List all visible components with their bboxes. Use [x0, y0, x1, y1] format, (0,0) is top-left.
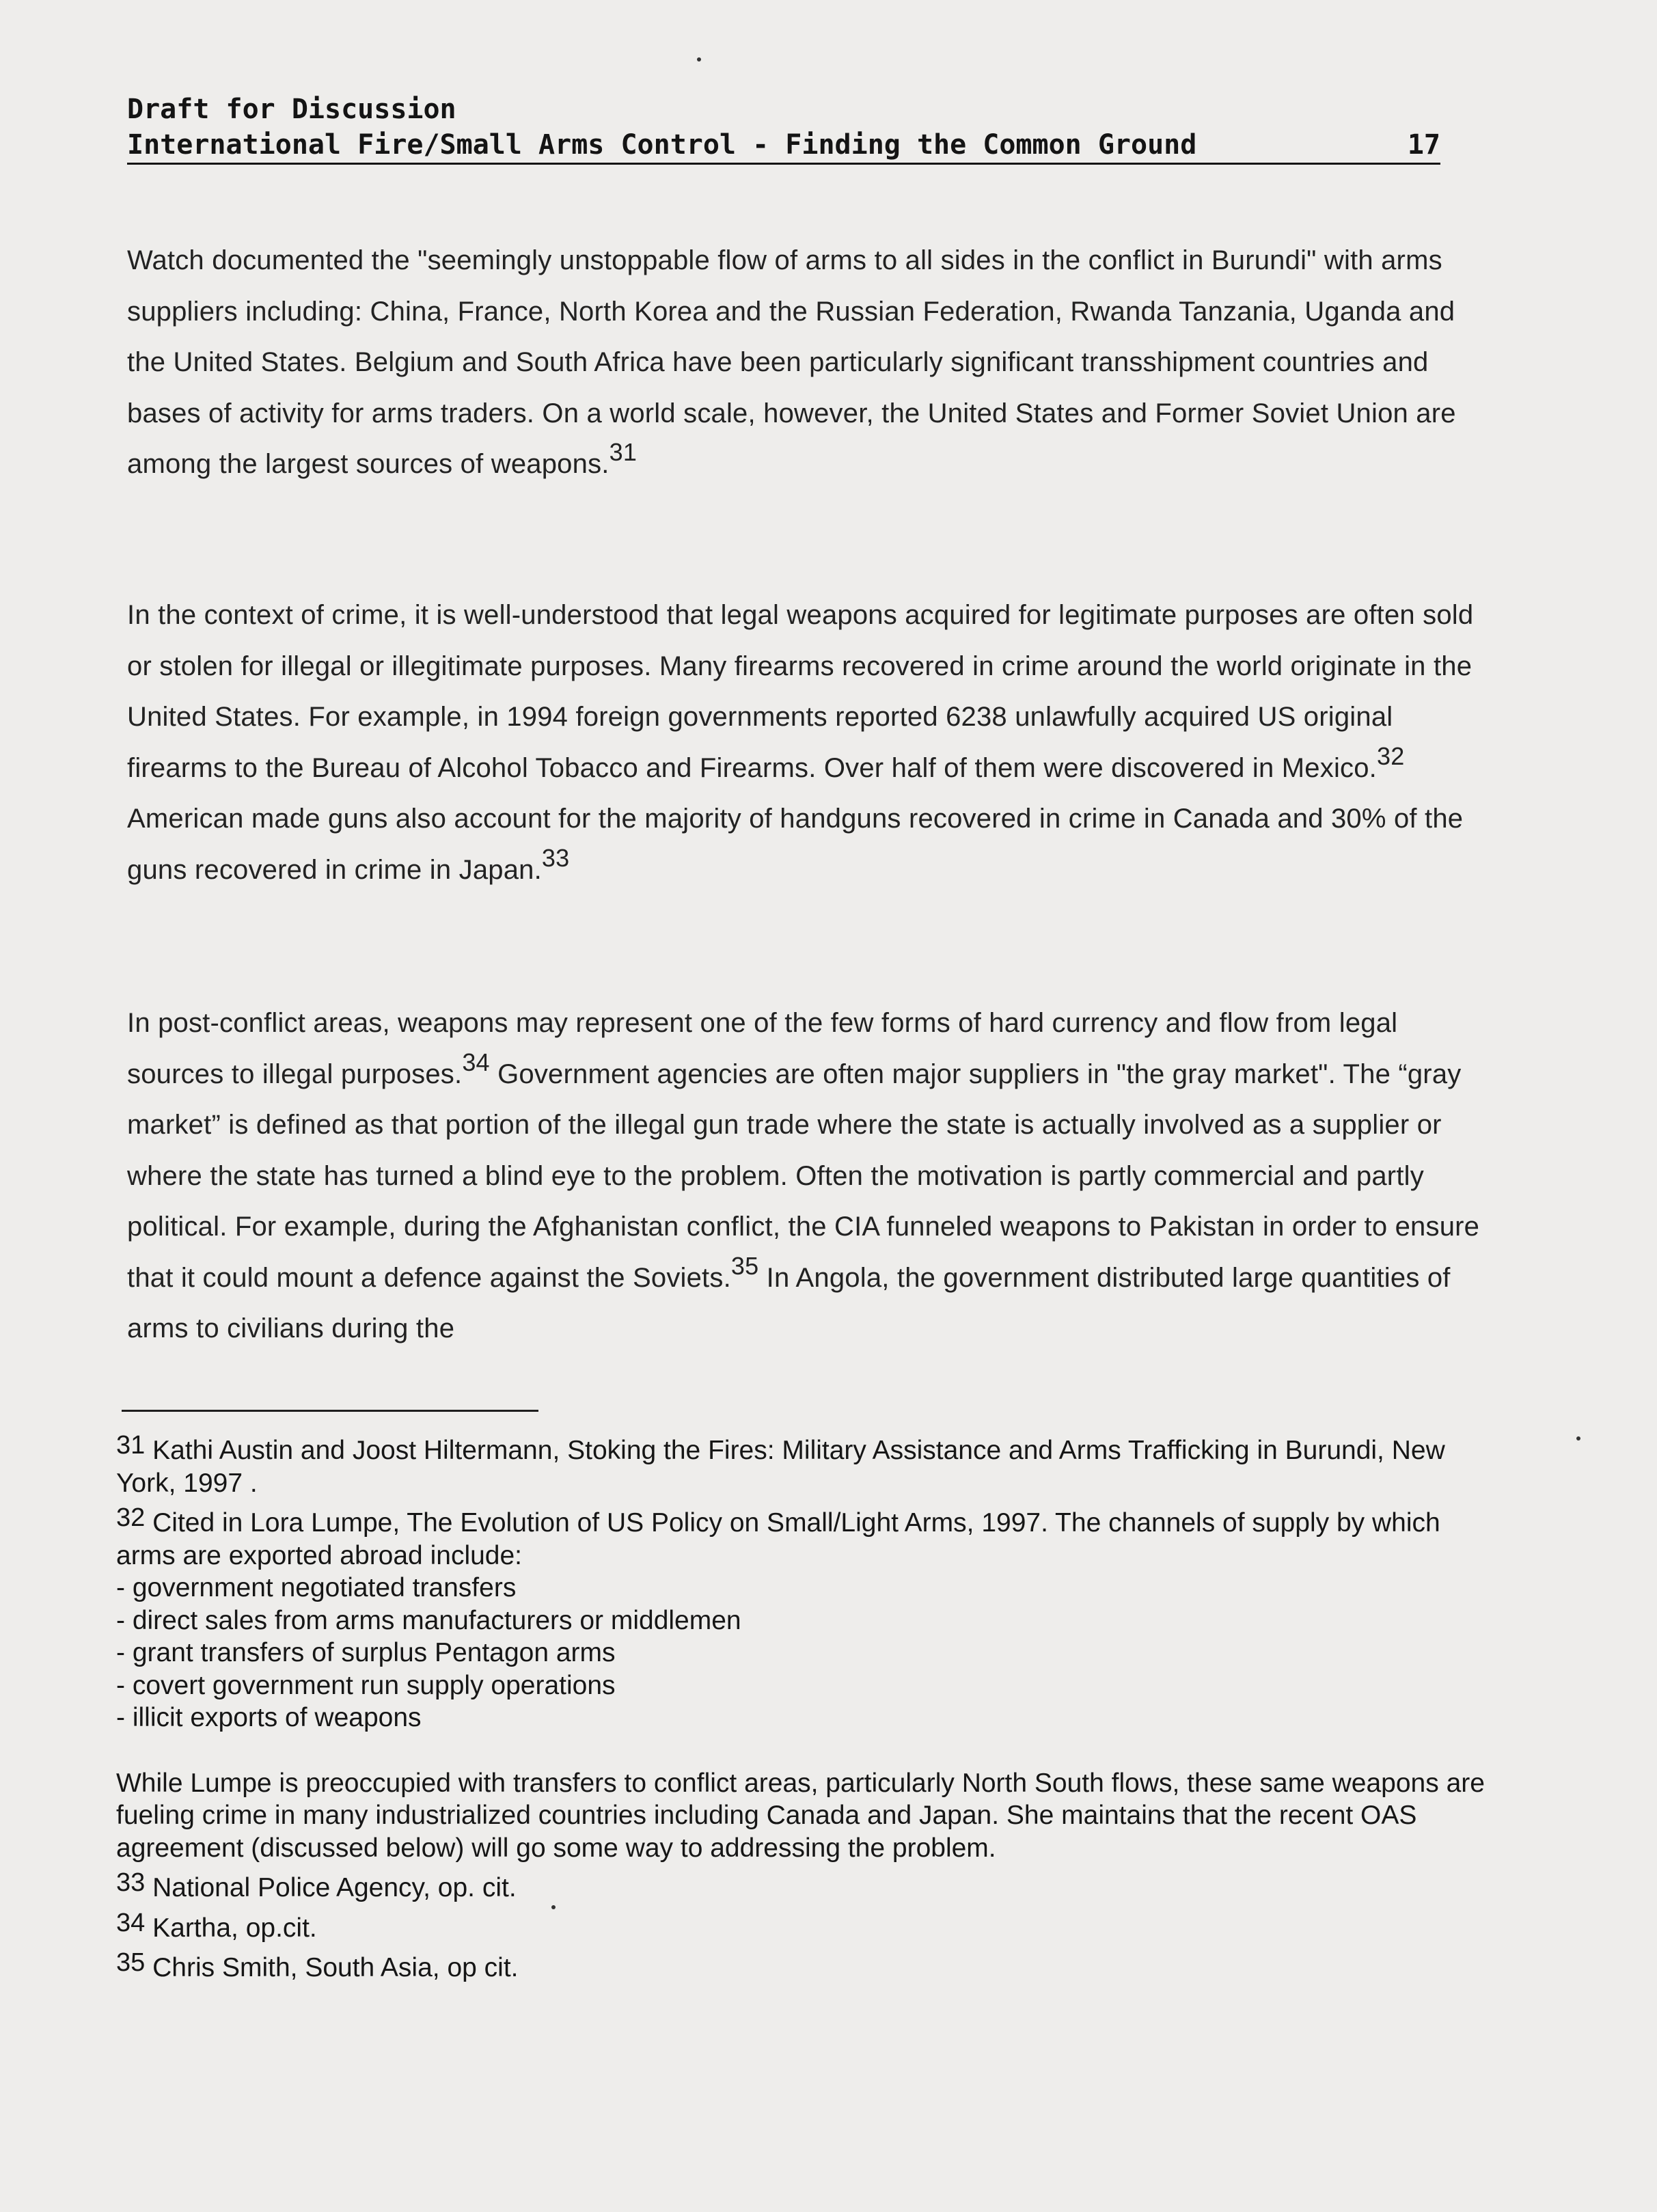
- body-paragraph-1: [127, 235, 1487, 490]
- footnote-ref-33[interactable]: 33: [541, 843, 570, 872]
- header-title-row: [127, 127, 1440, 165]
- footnotes-section: [116, 1430, 1496, 1984]
- footnote-ref-34[interactable]: 34: [462, 1048, 490, 1076]
- footnote-number: 31: [116, 1431, 146, 1460]
- paragraph-text: American made guns also account for the majority of handguns recovered in crime in Canada and 30% of the guns recovered in crime in Japan.: [127, 804, 1464, 885]
- paragraph-text: Watch documented the "seemingly unstoppable flow of arms to all sides in the conflict in Burundi" with arms suppliers including: China, France, North Korea and the Russian Federation, Rwanda Tanzania, Uganda and the United States. Belgium and South Africa have been particularly significant transshipment countries and bases of activity for arms traders. On a world scale, however, the United States and Former Soviet Union are among the largest sources of weapons.: [127, 245, 1456, 479]
- footnote-number: 35: [116, 1948, 146, 1977]
- speck-dot: [1576, 1436, 1580, 1440]
- list-item: - covert government run supply operations: [116, 1670, 616, 1700]
- page-header: [127, 92, 1440, 165]
- paragraph-text: In the context of crime, it is well-understood that legal weapons acquired for legitimate purposes are often sold or stolen for illegal or illegitimate purposes. Many firearms recovered in crime around the world originate in the United States. For example, in 1994 foreign governments reported 6238 unlawfully acquired US original firearms to the Bureau of Alcohol Tobacco and Firearms. Over half of them were discovered in Mexico.: [127, 600, 1474, 783]
- speck-dot: [697, 57, 701, 62]
- footnote-33: [116, 1867, 1496, 1904]
- paragraph-text: In post-conflict areas, weapons may represent one of the few forms of hard currency and flow from legal sources to illegal purposes.: [127, 1008, 1398, 1089]
- page-number: 17: [1407, 129, 1440, 161]
- footnote-31: [116, 1430, 1496, 1499]
- footnote-number: 32: [116, 1503, 146, 1532]
- footnote-text: Kathi Austin and Joost Hiltermann, Stoking the Fires: Military Assistance and Arms Trafficking in Burundi, New York, 1997 .: [116, 1436, 1445, 1498]
- footnote-text: Cited in Lora Lumpe, The Evolution of US Policy on Small/Light Arms, 1997. The channels of supply by which arms are exported abroad include:: [116, 1508, 1440, 1570]
- header-document-title: International Fire/Small Arms Control - Finding the Common Ground: [127, 129, 1197, 161]
- footnote-number: 34: [116, 1908, 146, 1937]
- footnote-ref-32[interactable]: 32: [1376, 741, 1405, 770]
- list-item: - government negotiated transfers: [116, 1573, 517, 1602]
- footnote-text: Chris Smith, South Asia, op cit.: [145, 1953, 519, 1982]
- paragraph-text: In Angola, the government distributed large quantities of arms to civilians during the: [127, 1262, 1451, 1343]
- list-item: - illicit exports of weapons: [116, 1703, 422, 1732]
- body-paragraph-3: [127, 998, 1487, 1354]
- header-draft-label: Draft for Discussion: [127, 94, 456, 125]
- footnote-number: 33: [116, 1868, 146, 1897]
- footnote-divider: [122, 1410, 538, 1412]
- body-paragraph-2: [127, 590, 1487, 895]
- spacer: [116, 1734, 1496, 1767]
- footnote-32-continuation: While Lumpe is preoccupied with transfers to conflict areas, particularly North South flows, these same weapons are fueling crime in many industrialized countries including Canada and Japan. She maintains that the recent OAS agreement (discussed below) will go some way to addressing the problem.: [116, 1768, 1485, 1863]
- list-item: - grant transfers of surplus Pentagon arms: [116, 1638, 616, 1667]
- footnote-text: Kartha, op.cit.: [145, 1913, 317, 1943]
- footnote-35: [116, 1947, 1496, 1984]
- supply-channels-list: [116, 1572, 1496, 1734]
- list-item: - direct sales from arms manufacturers or middlemen: [116, 1605, 741, 1635]
- paragraph-text: Government agencies are often major suppliers in "the gray market". The “gray market” is defined as that portion of the illegal gun trade where the state is actually involved as a supplier or where the state has turned a blind eye to the problem. Often the motivation is partly commercial and partly political. For example, during the Afghanistan conflict, the CIA funneled weapons to Pakistan in order to ensure that it could mount a defence against the Soviets.: [127, 1059, 1480, 1293]
- footnote-34: [116, 1907, 1496, 1945]
- footnote-text: National Police Agency, op. cit.: [145, 1873, 517, 1902]
- footnote-32: [116, 1502, 1496, 1572]
- footnote-ref-31[interactable]: 31: [609, 438, 638, 466]
- footnote-ref-35[interactable]: 35: [730, 1251, 759, 1280]
